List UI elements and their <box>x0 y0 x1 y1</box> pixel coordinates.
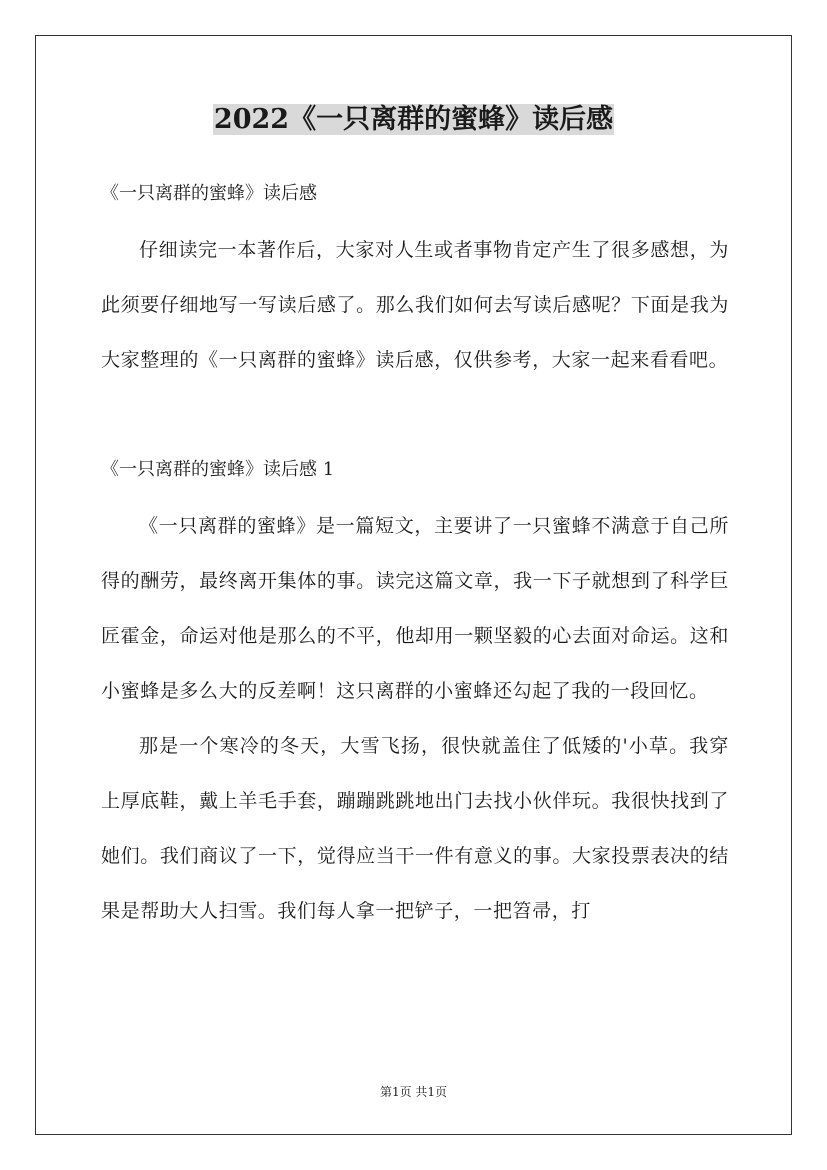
page-footer <box>0 1083 827 1101</box>
section-heading: 《一只离群的蜜蜂》读后感 1 <box>101 459 335 480</box>
document-title <box>0 100 827 140</box>
intro-paragraph: 仔细读完一本著作后，大家对人生或者事物肯定产生了很多感想，为此须要仔细地写一写读后感了。那么我们如何去写读后感呢？下面是我为大家整理的《一只离群的蜜蜂》读后感，仅供参考，大家一起来看看吧。 <box>101 239 729 371</box>
document-title-text: 2022《一只离群的蜜蜂》读后感 <box>213 104 614 135</box>
page-number-label: 第1页 共1页 <box>379 1085 448 1099</box>
intro-heading: 《一只离群的蜜蜂》读后感 <box>101 183 317 204</box>
document-body <box>101 176 729 939</box>
body-paragraph: 那是一个寒冷的冬天，大雪飞扬，很快就盖住了低矮的'小草。我穿上厚底鞋，戴上羊毛手套，蹦蹦跳跳地出门去找小伙伴玩。我很快找到了她们。我们商议了一下，觉得应当干一件有意义的事。大家投票表决的结果是帮助大人扫雪。我们每人拿一把铲子，一把笤帚，打 <box>101 735 729 922</box>
body-paragraph: 《一只离群的蜜蜂》是一篇短文，主要讲了一只蜜蜂不满意于自己所得的酬劳，最终离开集体的事。读完这篇文章，我一下子就想到了科学巨匠霍金，命运对他是那么的不平，他却用一颗坚毅的心去面对命运。这和小蜜蜂是多么大的反差啊！这只离群的小蜜蜂还勾起了我的一段回忆。 <box>101 515 729 702</box>
